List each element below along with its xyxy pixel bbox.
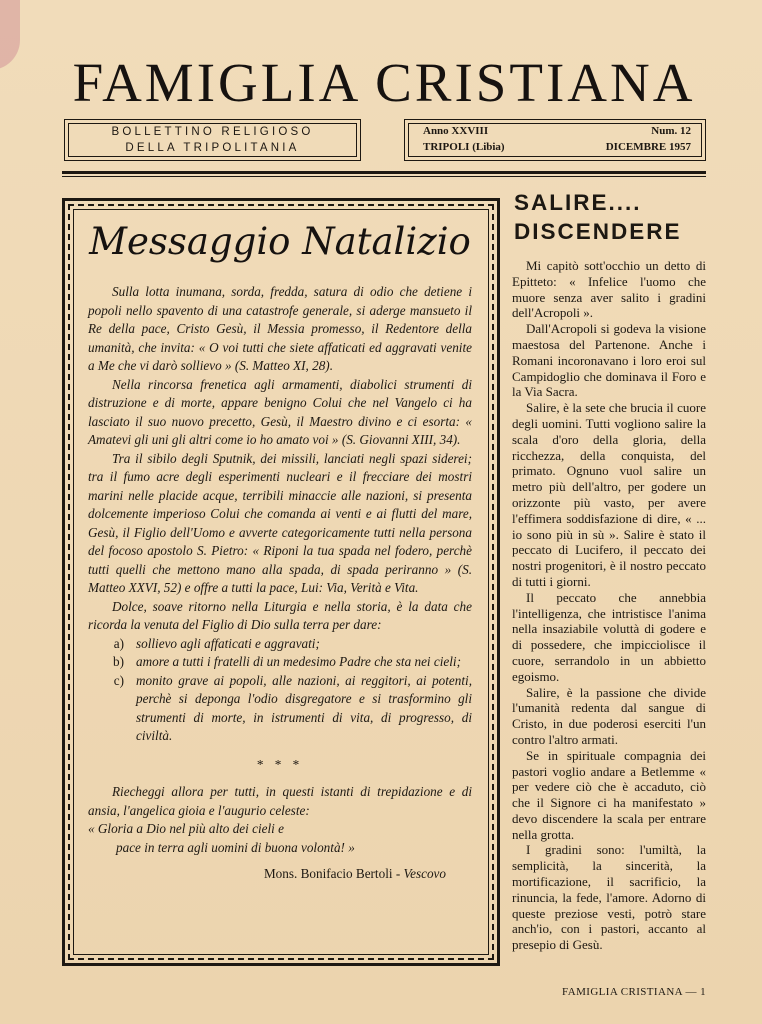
issue-date: DICEMBRE 1957 [605, 141, 691, 153]
message-title: Messaggio Natalizio [89, 220, 471, 263]
list-item: b) amore a tutti i fratelli di un medesimo Padre che sta nei cieli; [113, 654, 461, 669]
signature-name: Mons. Bonifacio Bertoli - [263, 866, 401, 881]
article-paragraph: I gradini sono: l'umiltà, la semplicità, la sincerità, la mortificazione, il sacrificio, la rinuncia, la fede, l'amore. Adorno di queste preziose vesti, potrò stare anch'io, con i pastori, accanto al presepio di Gesù. [512, 842, 706, 953]
message-paragraph: Sulla lotta inumana, sorda, fredda, satura di odio che detiene i popoli nello spavento di una catastrofe generale, si aderge mansueto il Re della pace, Cristo Gesù, il Messia promesso, il Redentore della umanità, che invita: « O voi tutti che siete affaticati ed aggravati venite a Me che vi darò sollievo » (S. Matteo XI, 28). [88, 284, 472, 373]
article-paragraph: Salire, è la passione che divide l'umanità redenta dal sangue di Cristo, in due poderosi eserciti l'un contro l'altro armati. [512, 684, 706, 747]
quote-line-2: pace in terra agli uomini di buona volontà! » [116, 839, 355, 855]
article-paragraph: Se in spirituale compagnia dei pastori voglio andare a Betlemme « per vedere ciò che è accaduto, ciò che il Signore ci ha manifestato » devo discendere la scala per entrare nella grotta. [512, 747, 706, 842]
quote-line-1: « Gloria a Dio nel più alto dei cieli e [88, 821, 284, 836]
subtitle-box [64, 119, 361, 161]
list-item: a) sollievo agli affaticati e aggravati; [113, 635, 320, 651]
article-paragraph: Mi capitò sott'occhio un detto di Epitteto: « Infelice l'uomo che muore senza aver salito i gradini dell'Acropoli ». [512, 258, 706, 321]
masthead-rule-thin [62, 176, 706, 177]
list-item: c) monito grave ai popoli, alle nazioni, ai reggitori, ai potenti, perchè si deponga l'odio disgregatore e si trasformino gli strumenti di morte, in istrumenti di vita, di progresso, di civiltà. [113, 672, 472, 743]
masthead-title: FAMIGLIA CRISTIANA [72, 52, 696, 113]
article-title-line-1: SALIRE.... [514, 190, 642, 215]
signature-role: Vescovo [403, 866, 446, 881]
issue-city: TRIPOLI (Libia) [423, 141, 505, 153]
article-title [514, 188, 714, 246]
article-paragraph: Dall'Acropoli si godeva la visione maestosa del Partenone. Anche i Romani incoronavano i loro eroi sul Campidoglio che dominava il Foro e la Via Sacra. [512, 321, 706, 400]
issue-box [404, 119, 706, 161]
subtitle-line-1: BOLLETTINO RELIGIOSO [111, 126, 314, 138]
issue-number: Num. 12 [651, 125, 691, 137]
message-signature [88, 865, 472, 884]
message-paragraph: Dolce, soave ritorno nella Liturgia e nella storia, è la data che ricorda la venuta del Figlio di Dio sulla terra per dare: [88, 598, 472, 632]
article-paragraph: Il peccato che annebbia l'intelligenza, che intristisce l'anima nella insaziabile voluttà di godere e di possedere, che impicciolisce il cuore, serrandolo in un abbietto egoismo. [512, 589, 706, 684]
page-footer: FAMIGLIA CRISTIANA — 1 [562, 986, 706, 998]
message-paragraph: Riecheggi allora per tutti, in questi istanti di trepidazione e di ansia, l'angelica gioia e l'augurio celeste: [88, 784, 472, 818]
subtitle-line-2: DELLA TRIPOLITANIA [125, 142, 300, 154]
message-paragraph: Tra il sibilo degli Sputnik, dei missili, lanciati negli spazi siderei; tra il fumo acre degli esperimenti nucleari e il frecciare dei mostri marini nelle placide acque, terribili minaccie alle nazioni, si presenta dolcemente imperioso Colui che comanda ai venti e ai flutti del mare, Gesù, il Figlio dell'Uomo e avverte categoricamente tutti nella persona del focoso apostolo S. Pietro: « Riponi la tua spada nel fodero, perchè tutti quelli che mettono mano alla spada, di spada periranno » (S. Matteo XXVI, 52) e offre a tutti la pace, Lui: Via, Verità e Vita. [88, 450, 472, 595]
article-paragraph: Salire, è la sete che brucia il cuore degli uomini. Tutti vogliono salire la scala d'oro della gloria, della ricchezza, della conquista, del primato. Ognuno vuol salire un metro più dell'altro, per godere un orizzonte più vasto, per avere l'effimera soddisfazione di dire, « ... io sono più in sù ». Salire è stato il peccato di Lucifero, il peccato dei nostri progenitori, è il nostro peccato di tutti i giorni. [512, 400, 706, 589]
message-list [88, 635, 472, 746]
paper-stain [0, 0, 20, 70]
section-separator: * * * [256, 756, 304, 772]
issue-year: Anno XXVIII [423, 125, 489, 137]
message-paragraph: Nella rincorsa frenetica agli armamenti, diabolici strumenti di distruzione e di morte, appare benigno Colui che nel Vangelo ci ha lasciato il suo nuovo precetto, Gesù, il Maestro divino e ci esorta: « Amatevi gli uni gli altri come io ho amato voi » (S. Giovanni XIII, 34). [88, 376, 472, 447]
message-body [88, 283, 472, 884]
article-title-line-2: DISCENDERE [514, 219, 682, 244]
masthead-rule-thick [62, 171, 706, 174]
article-body [512, 258, 706, 953]
